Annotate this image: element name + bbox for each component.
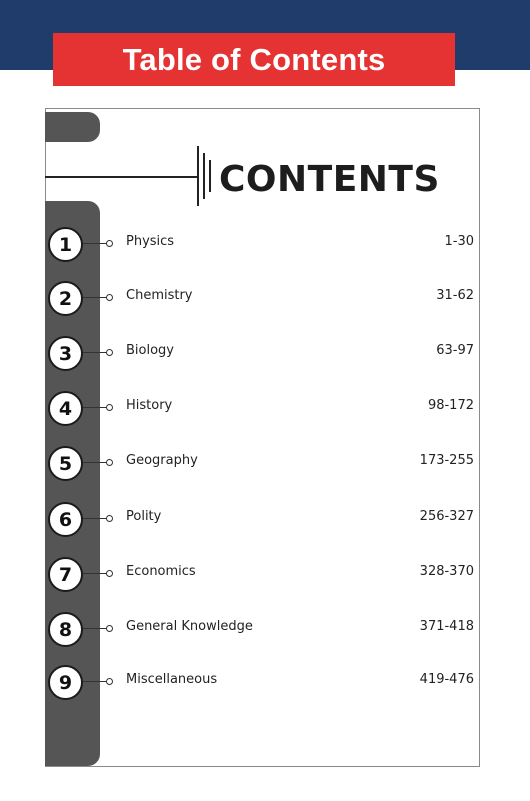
- connector-line: [83, 573, 108, 574]
- entry-number: 4: [48, 391, 83, 426]
- connector-dot: [106, 459, 113, 466]
- entry-pages: 1-30: [444, 234, 474, 249]
- connector-line: [83, 297, 108, 298]
- header-bar-3: [209, 160, 211, 192]
- entry-subject: General Knowledge: [126, 619, 253, 634]
- connector-line: [83, 243, 108, 244]
- entry-subject: Miscellaneous: [126, 672, 218, 687]
- toc-entry[interactable]: [0, 444, 530, 484]
- connector-dot: [106, 240, 113, 247]
- banner-title: Table of Contents: [122, 41, 386, 77]
- toc-entry[interactable]: [0, 225, 530, 265]
- entry-number: 1: [48, 227, 83, 262]
- connector-dot: [106, 294, 113, 301]
- rail-tab: [45, 112, 100, 142]
- entry-number: 3: [48, 336, 83, 371]
- toc-entry[interactable]: [0, 334, 530, 374]
- connector-dot: [106, 515, 113, 522]
- entry-number: 2: [48, 281, 83, 316]
- toc-entry[interactable]: [0, 610, 530, 650]
- entry-subject: History: [126, 398, 173, 413]
- entry-pages: 256-327: [419, 509, 474, 524]
- entry-pages: 98-172: [427, 398, 474, 413]
- contents-heading: CONTENTS: [219, 159, 440, 200]
- toc-entry[interactable]: [0, 389, 530, 429]
- entry-subject: Polity: [126, 509, 162, 524]
- connector-dot: [106, 625, 113, 632]
- entry-number: 6: [48, 502, 83, 537]
- toc-entry[interactable]: [0, 663, 530, 703]
- entry-pages: 371-418: [419, 619, 474, 634]
- header-line: [45, 176, 199, 178]
- entry-number: 7: [48, 557, 83, 592]
- entry-number: 9: [48, 665, 83, 700]
- entry-subject: Economics: [126, 564, 196, 579]
- toc-entry[interactable]: [0, 279, 530, 319]
- connector-line: [83, 462, 108, 463]
- entry-subject: Chemistry: [126, 288, 193, 303]
- title-banner: [53, 33, 455, 86]
- connector-line: [83, 518, 108, 519]
- connector-line: [83, 681, 108, 682]
- entry-subject: Biology: [126, 343, 174, 358]
- connector-dot: [106, 678, 113, 685]
- entry-pages: 328-370: [419, 564, 474, 579]
- header-bar-2: [203, 153, 205, 199]
- connector-line: [83, 352, 108, 353]
- entry-subject: Geography: [126, 453, 198, 468]
- connector-line: [83, 628, 108, 629]
- connector-dot: [106, 570, 113, 577]
- header-bar-1: [197, 146, 199, 206]
- connector-line: [83, 407, 108, 408]
- entry-subject: Physics: [126, 234, 175, 249]
- toc-entry[interactable]: [0, 500, 530, 540]
- entry-pages: 63-97: [436, 343, 474, 358]
- entry-number: 5: [48, 446, 83, 481]
- entry-number: 8: [48, 612, 83, 647]
- entry-pages: 31-62: [436, 288, 474, 303]
- entry-pages: 419-476: [419, 672, 474, 687]
- connector-dot: [106, 349, 113, 356]
- connector-dot: [106, 404, 113, 411]
- entry-pages: 173-255: [419, 453, 474, 468]
- toc-entry[interactable]: [0, 555, 530, 595]
